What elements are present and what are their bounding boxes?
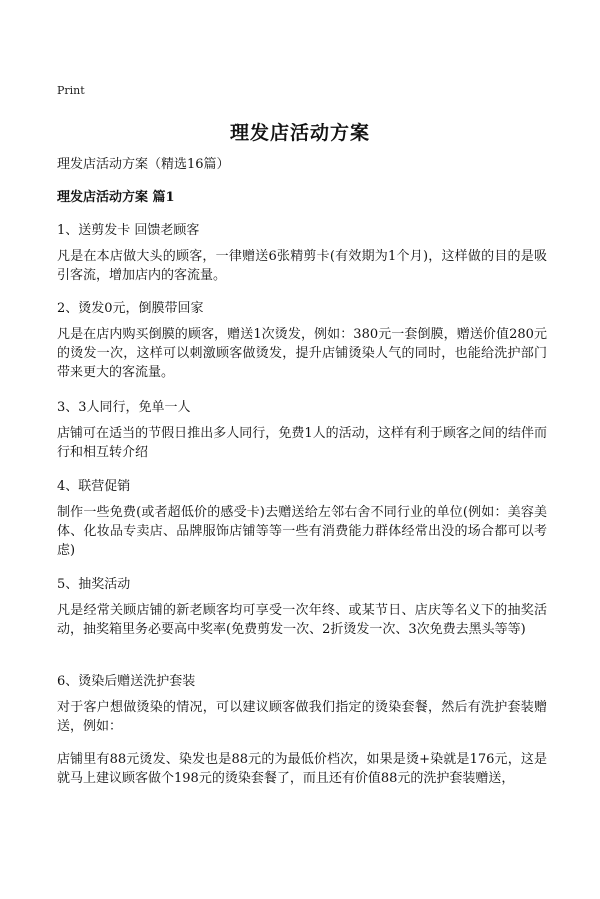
- item-heading-1: 1、送剪发卡 回馈老顾客: [57, 223, 200, 238]
- document-title: 理发店活动方案: [229, 122, 370, 144]
- item-paragraph-6: 对于客户想做烫染的情况，可以建议顾客做我们指定的烫染套餐，然后有洗护套装赠送，例如：: [57, 700, 547, 734]
- section-heading: 理发店活动方案 篇1: [57, 190, 175, 205]
- item-paragraph-2: 凡是在店内购买倒膜的顾客，赠送1次烫发，例如：380元一套倒膜，赠送价值280元的烫发一次，这样可以刺激顾客做烫发，提升店铺烫染人气的同时，也能给洗护部门带来更大的客流量。: [57, 327, 547, 380]
- document-subtitle: 理发店活动方案（精选16篇）: [57, 157, 230, 172]
- print-label[interactable]: Print: [57, 84, 85, 97]
- item-paragraph-5: 凡是经常关顾店铺的新老顾客均可享受一次年终、或某节日、店庆等名义下的抽奖活动，抽奖箱里务必要高中奖率(免费剪发一次、2折烫发一次、3次免费去黑头等等): [57, 603, 547, 637]
- final-paragraph: 店铺里有88元烫发、染发也是88元的为最低价档次，如果是烫+染就是176元，这是就马上建议顾客做个198元的烫染套餐了，而且还有价值88元的洗护套装赠送，: [57, 752, 547, 786]
- item-heading-5: 5、抽奖活动: [57, 577, 131, 592]
- item-paragraph-4: 制作一些免费(或者超低价的感受卡)去赠送给左邻右舍不同行业的单位(例如：美容美体、化妆品专卖店、品牌服饰店铺等等一些有消费能力群体经常出没的场合都可以考虑): [57, 505, 547, 558]
- item-paragraph-3: 店铺可在适当的节假日推出多人同行，免费1人的活动，这样有利于顾客之间的结伴而行和相互转介绍: [57, 426, 547, 460]
- item-heading-2: 2、烫发0元，倒膜带回家: [57, 301, 204, 316]
- item-heading-6: 6、烫染后赠送洗护套装: [57, 674, 196, 689]
- item-heading-4: 4、联营促销: [57, 479, 131, 494]
- item-paragraph-1: 凡是在本店做大头的顾客，一律赠送6张精剪卡(有效期为1个月)，这样做的目的是吸引客流，增加店内的客流量。: [57, 249, 547, 283]
- item-heading-3: 3、3人同行，免单一人: [57, 400, 191, 415]
